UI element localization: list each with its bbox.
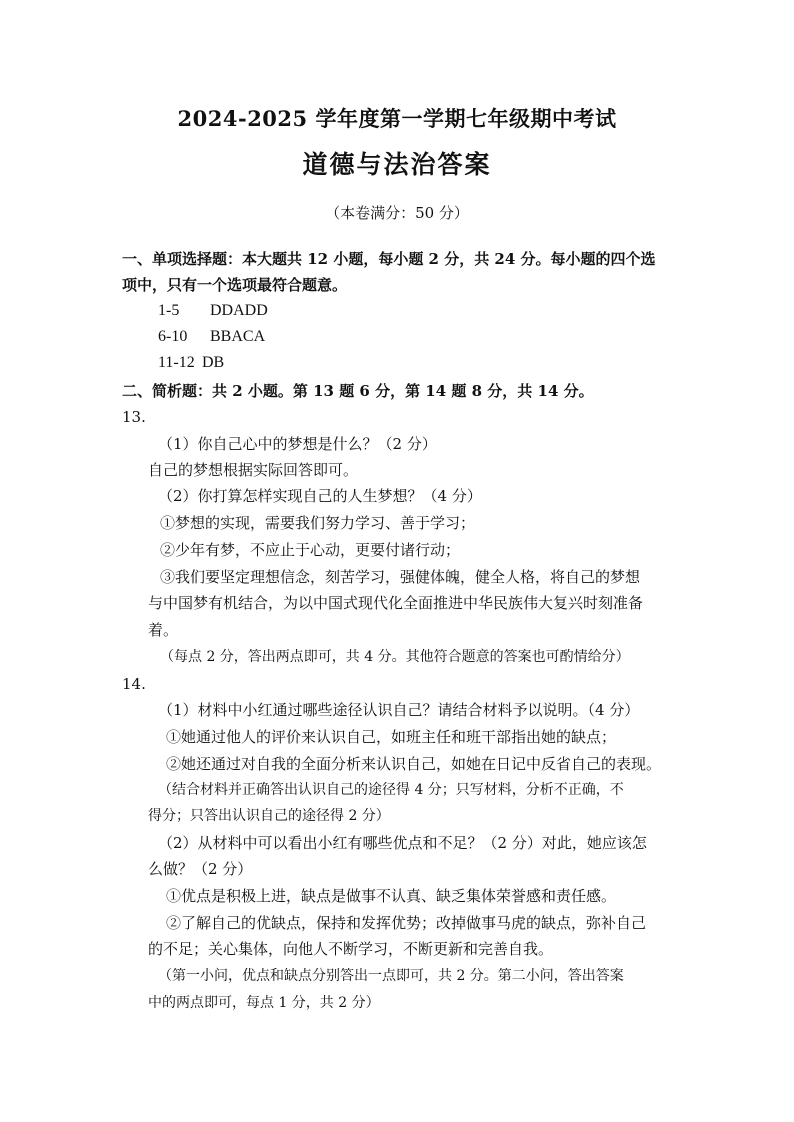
- answer-range: 1-5: [158, 302, 180, 319]
- answer-row-3: [158, 354, 224, 372]
- q13-scoring-note: （每点 2 分，答出两点即可，共 4 分。其他符合题意的答案也可酌情给分）: [160, 649, 630, 665]
- q13-sub2-question: （2）你打算怎样实现自己的人生梦想？（4 分）: [158, 487, 482, 505]
- q14-sub1-question: （1）材料中小红通过哪些途径认识自己？请结合材料予以说明。（4 分）: [158, 701, 640, 719]
- answer-range: 11-12: [158, 354, 195, 371]
- q14-answer-point-b2-line2: 的不足；关心集体，向他人不断学习，不断更新和完善自我。: [148, 940, 554, 958]
- section1-heading-line2: 项中，只有一个选项最符合题意。: [122, 276, 348, 294]
- q14-sub2-note-line2: 中的两点即可，每点 1 分，共 2 分）: [148, 995, 380, 1011]
- q13-answer-point-3-line2: 与中国梦有机结合，为以中国式现代化全面推进中华民族伟大复兴时刻准备: [148, 594, 644, 612]
- q14-sub1-note-line1: （结合材料并正确答出认识自己的途径得 4 分；只写材料，分析不正确，不: [158, 782, 624, 798]
- q13-sub1-question: （1）你自己心中的梦想是什么？（2 分）: [158, 435, 437, 453]
- q14-answer-point-b1: ①优点是积极上进，缺点是做事不认真、缺乏集体荣誉感和责任感。: [166, 887, 617, 905]
- q14-sub2-question-line1: （2）从材料中可以看出小红有哪些优点和不足？（2 分）对此，她应该怎: [158, 834, 647, 852]
- answer-row-2: [158, 328, 265, 346]
- q13-answer-point-3-line3: 着。: [148, 621, 179, 639]
- q14-answer-point-1: ①她通过他人的评价来认识自己，如班主任和班干部指出她的缺点；: [166, 728, 617, 746]
- q13-sub1-answer: 自己的梦想根据实际回答即可。: [148, 461, 359, 479]
- q13-answer-point-1: ①梦想的实现，需要我们努力学习、善于学习；: [160, 514, 476, 532]
- answer-letters: DB: [202, 354, 225, 371]
- q13-number: 13.: [122, 408, 146, 426]
- answer-letters: BBACA: [210, 328, 266, 345]
- q14-sub2-note-line1: （第一小问，优点和缺点分别答出一点即可，共 2 分。第二小问，答出答案: [158, 968, 624, 984]
- answer-row-1: [158, 302, 268, 320]
- q13-answer-point-3-line1: ③我们要坚定理想信念，刻苦学习，强健体魄，健全人格，将自己的梦想: [160, 568, 641, 586]
- q14-answer-point-b2-line1: ②了解自己的优缺点，保持和发挥优势；改掉做事马虎的缺点，弥补自己: [166, 914, 647, 932]
- q14-answer-point-2: ②她还通过对自我的全面分析来认识自己，如她在日记中反省自己的表现。: [166, 755, 662, 773]
- q13-answer-point-2: ②少年有梦，不应止于心动，更要付诸行动；: [160, 541, 461, 559]
- answer-range: 6-10: [158, 328, 188, 345]
- section1-heading-line1: 一、单项选择题：本大题共 12 小题，每小题 2 分，共 24 分。每小题的四个选: [122, 250, 656, 268]
- full-score-note: （本卷满分：50 分）: [325, 204, 469, 222]
- answer-letters: DDADD: [210, 302, 268, 319]
- q14-number: 14.: [122, 675, 146, 693]
- section2-heading: 二、简析题：共 2 小题。第 13 题 6 分，第 14 题 8 分，共 14 分。: [122, 382, 594, 400]
- exam-subtitle: 道德与法治答案: [302, 150, 492, 179]
- exam-title: 2024-2025 学年度第一学期七年级期中考试: [177, 106, 617, 131]
- q14-sub2-question-line2: 么做？（2 分）: [148, 860, 253, 878]
- q14-sub1-note-line2: 得分；只答出认识自己的途径得 2 分）: [148, 808, 390, 824]
